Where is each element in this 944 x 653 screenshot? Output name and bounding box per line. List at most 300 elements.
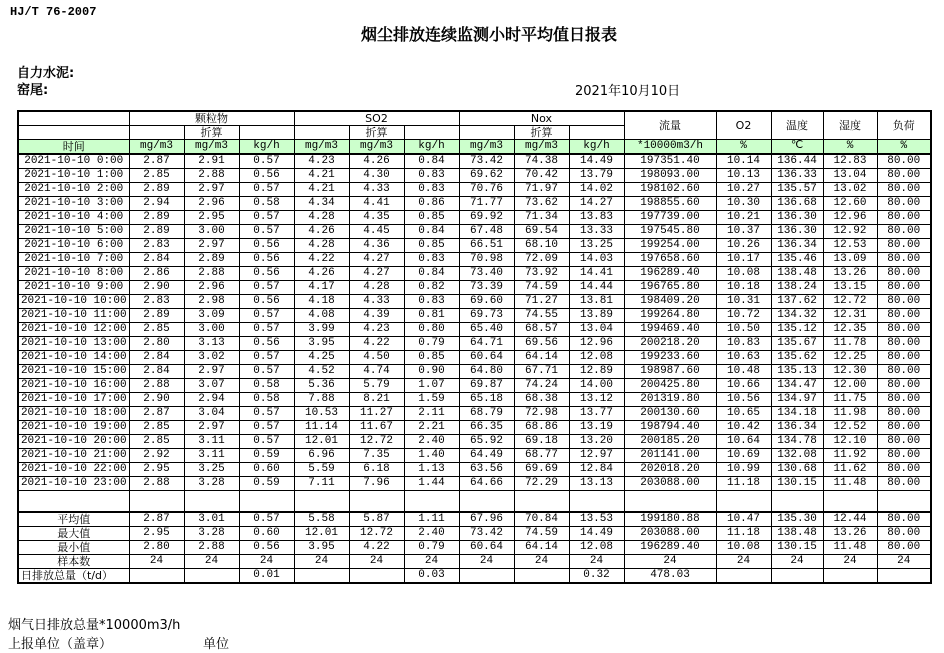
value-cell: 0.56 <box>239 540 294 554</box>
value-cell: 13.13 <box>569 477 624 491</box>
unit-header: % <box>716 140 771 155</box>
value-cell: 2.84 <box>129 253 184 267</box>
value-cell: 1.44 <box>404 477 459 491</box>
value-cell: 198409.20 <box>624 295 716 309</box>
value-cell: 11.18 <box>716 477 771 491</box>
value-cell <box>184 568 239 583</box>
value-cell: 4.22 <box>294 253 349 267</box>
value-cell: 10.64 <box>716 435 771 449</box>
group-header-load: 负荷 <box>877 111 931 140</box>
value-cell: 10.42 <box>716 421 771 435</box>
table-row <box>18 211 931 225</box>
value-cell: 203088.00 <box>624 526 716 540</box>
value-cell: 4.50 <box>349 351 404 365</box>
value-cell: 10.30 <box>716 197 771 211</box>
value-cell: 13.02 <box>823 183 877 197</box>
value-cell: 0.60 <box>239 526 294 540</box>
value-cell: 3.13 <box>184 337 239 351</box>
value-cell: 10.50 <box>716 323 771 337</box>
unit-header: % <box>877 140 931 155</box>
value-cell: 2.87 <box>129 154 184 169</box>
time-cell: 2021-10-10 22:00 <box>18 463 129 477</box>
value-cell: 1.07 <box>404 379 459 393</box>
value-cell: 0.57 <box>239 309 294 323</box>
blank-cell <box>404 491 459 512</box>
time-cell: 2021-10-10 16:00 <box>18 379 129 393</box>
value-cell: 0.58 <box>239 379 294 393</box>
value-cell: 2.21 <box>404 421 459 435</box>
value-cell: 68.79 <box>459 407 514 421</box>
value-cell: 0.56 <box>239 337 294 351</box>
value-cell: 2.94 <box>184 393 239 407</box>
value-cell: 0.79 <box>404 337 459 351</box>
value-cell: 3.00 <box>184 323 239 337</box>
blank-cell <box>349 491 404 512</box>
value-cell: 0.85 <box>404 239 459 253</box>
value-cell: 3.28 <box>184 526 239 540</box>
blank-cell <box>624 491 716 512</box>
value-cell: 12.01 <box>294 526 349 540</box>
value-cell: 12.97 <box>569 449 624 463</box>
value-cell: 2.94 <box>129 197 184 211</box>
value-cell: 0.90 <box>404 365 459 379</box>
value-cell: 12.08 <box>569 351 624 365</box>
value-cell: 69.60 <box>459 295 514 309</box>
value-cell: 10.27 <box>716 183 771 197</box>
value-cell: 135.67 <box>771 337 823 351</box>
value-cell: 0.59 <box>239 449 294 463</box>
value-cell: 63.56 <box>459 463 514 477</box>
unit-header: mg/m3 <box>129 140 184 155</box>
value-cell: 200185.20 <box>624 435 716 449</box>
value-cell: 0.82 <box>404 281 459 295</box>
value-cell: 70.84 <box>514 512 569 527</box>
value-cell: 10.18 <box>716 281 771 295</box>
value-cell: 2.85 <box>129 169 184 183</box>
time-cell: 2021-10-10 10:00 <box>18 295 129 309</box>
page-title: 烟尘排放连续监测小时平均值日报表 <box>360 25 617 44</box>
value-cell: 24 <box>877 554 931 568</box>
value-cell: 24 <box>514 554 569 568</box>
value-cell: 202018.20 <box>624 463 716 477</box>
value-cell: 65.40 <box>459 323 514 337</box>
value-cell: 7.96 <box>349 477 404 491</box>
value-cell: 10.21 <box>716 211 771 225</box>
value-cell: 71.77 <box>459 197 514 211</box>
value-cell: 8.21 <box>349 393 404 407</box>
value-cell: 5.59 <box>294 463 349 477</box>
group-header-o2: O2 <box>716 111 771 140</box>
value-cell: 4.28 <box>294 239 349 253</box>
value-cell: 2.96 <box>184 197 239 211</box>
value-cell: 4.28 <box>294 211 349 225</box>
value-cell: 13.09 <box>823 253 877 267</box>
blank-cell <box>459 491 514 512</box>
value-cell: 80.00 <box>877 540 931 554</box>
value-cell: 4.26 <box>349 154 404 169</box>
table-row <box>18 253 931 267</box>
table-row <box>18 337 931 351</box>
value-cell: 11.92 <box>823 449 877 463</box>
group-header-nox: Nox <box>459 111 624 126</box>
value-cell: 80.00 <box>877 449 931 463</box>
value-cell: 11.62 <box>823 463 877 477</box>
value-cell: 10.47 <box>716 512 771 527</box>
value-cell: 3.28 <box>184 477 239 491</box>
value-cell: 0.57 <box>239 281 294 295</box>
value-cell: 12.96 <box>823 211 877 225</box>
group-header-so2: SO2 <box>294 111 459 126</box>
value-cell: 0.57 <box>239 351 294 365</box>
value-cell: 80.00 <box>877 337 931 351</box>
blank-cell <box>184 491 239 512</box>
value-cell: 24 <box>349 554 404 568</box>
value-cell: 138.48 <box>771 526 823 540</box>
value-cell: 69.92 <box>459 211 514 225</box>
group-header-particulate: 颗粒物 <box>129 111 294 126</box>
value-cell: 69.87 <box>459 379 514 393</box>
value-cell: 13.33 <box>569 225 624 239</box>
summary-label-cell: 平均值 <box>18 512 129 527</box>
blank-corner-cell <box>18 111 129 126</box>
value-cell: 2.89 <box>129 225 184 239</box>
value-cell: 14.49 <box>569 526 624 540</box>
value-cell: 199254.00 <box>624 239 716 253</box>
value-cell: 11.98 <box>823 407 877 421</box>
value-cell: 135.46 <box>771 253 823 267</box>
value-cell: 2.83 <box>129 295 184 309</box>
value-cell: 12.01 <box>294 435 349 449</box>
value-cell: 134.78 <box>771 435 823 449</box>
table-row <box>18 197 931 211</box>
time-cell: 2021-10-10 0:00 <box>18 154 129 169</box>
value-cell: 2.88 <box>129 379 184 393</box>
value-cell: 80.00 <box>877 407 931 421</box>
value-cell: 3.09 <box>184 309 239 323</box>
value-cell: 2.89 <box>129 183 184 197</box>
value-cell: 80.00 <box>877 379 931 393</box>
value-cell: 2.95 <box>184 211 239 225</box>
value-cell: 14.02 <box>569 183 624 197</box>
value-cell: 73.62 <box>514 197 569 211</box>
value-cell: 2.89 <box>129 309 184 323</box>
value-cell: 4.35 <box>349 211 404 225</box>
value-cell: 80.00 <box>877 183 931 197</box>
value-cell: 3.00 <box>184 225 239 239</box>
value-cell: 12.10 <box>823 435 877 449</box>
value-cell: 12.44 <box>823 512 877 527</box>
value-cell: 14.49 <box>569 154 624 169</box>
value-cell: 2.86 <box>129 267 184 281</box>
time-cell: 2021-10-10 20:00 <box>18 435 129 449</box>
value-cell: 10.56 <box>716 393 771 407</box>
value-cell: 2.87 <box>129 407 184 421</box>
value-cell: 60.64 <box>459 540 514 554</box>
value-cell: 73.42 <box>459 154 514 169</box>
value-cell: 12.31 <box>823 309 877 323</box>
blank-cell <box>459 126 514 140</box>
unit-header: kg/h <box>404 140 459 155</box>
standard-code: HJ/T 76-2007 <box>10 5 97 19</box>
value-cell: 24 <box>569 554 624 568</box>
value-cell: 24 <box>184 554 239 568</box>
value-cell: 14.27 <box>569 197 624 211</box>
units-header-row <box>18 140 931 155</box>
value-cell: 2.85 <box>129 421 184 435</box>
blank-cell <box>569 491 624 512</box>
value-cell: 68.38 <box>514 393 569 407</box>
value-cell: 2.85 <box>129 323 184 337</box>
value-cell: 0.85 <box>404 211 459 225</box>
value-cell: 2.97 <box>184 365 239 379</box>
value-cell: 80.00 <box>877 154 931 169</box>
kiln-label: 窑尾: <box>17 83 49 98</box>
value-cell: 11.67 <box>349 421 404 435</box>
time-cell: 2021-10-10 19:00 <box>18 421 129 435</box>
value-cell: 13.81 <box>569 295 624 309</box>
value-cell: 2.80 <box>129 540 184 554</box>
value-cell: 80.00 <box>877 463 931 477</box>
value-cell: 134.97 <box>771 393 823 407</box>
value-cell: 2.89 <box>184 253 239 267</box>
value-cell: 134.18 <box>771 407 823 421</box>
report-date: 2021年10月10日 <box>575 84 681 99</box>
time-cell: 2021-10-10 7:00 <box>18 253 129 267</box>
value-cell: 11.75 <box>823 393 877 407</box>
value-cell: 2.95 <box>129 463 184 477</box>
time-cell: 2021-10-10 15:00 <box>18 365 129 379</box>
value-cell: 24 <box>459 554 514 568</box>
value-cell: 74.59 <box>514 281 569 295</box>
time-cell: 2021-10-10 4:00 <box>18 211 129 225</box>
value-cell: 74.59 <box>514 526 569 540</box>
table-row <box>18 351 931 365</box>
value-cell: 199469.40 <box>624 323 716 337</box>
value-cell: 10.65 <box>716 407 771 421</box>
table-row <box>18 295 931 309</box>
value-cell: 64.66 <box>459 477 514 491</box>
value-cell: 1.11 <box>404 512 459 527</box>
value-cell: 66.35 <box>459 421 514 435</box>
table-row <box>18 407 931 421</box>
value-cell: 4.27 <box>349 253 404 267</box>
value-cell: 10.66 <box>716 379 771 393</box>
value-cell: 198093.00 <box>624 169 716 183</box>
value-cell: 14.41 <box>569 267 624 281</box>
value-cell: 71.34 <box>514 211 569 225</box>
table-row <box>18 225 931 239</box>
blank-cell <box>294 491 349 512</box>
value-cell: 11.48 <box>823 540 877 554</box>
value-cell: 14.44 <box>569 281 624 295</box>
value-cell: 24 <box>716 554 771 568</box>
value-cell: 14.00 <box>569 379 624 393</box>
value-cell: 70.42 <box>514 169 569 183</box>
report-unit-label: 上报单位（盖章） <box>8 637 113 652</box>
value-cell: 136.68 <box>771 197 823 211</box>
value-cell: 11.14 <box>294 421 349 435</box>
value-cell: 80.00 <box>877 253 931 267</box>
value-cell: 2.92 <box>129 449 184 463</box>
table-row <box>18 463 931 477</box>
value-cell: 12.84 <box>569 463 624 477</box>
value-cell: 130.15 <box>771 540 823 554</box>
value-cell: 13.26 <box>823 526 877 540</box>
value-cell: 200425.80 <box>624 379 716 393</box>
table-row <box>18 323 931 337</box>
value-cell: 13.25 <box>569 239 624 253</box>
value-cell: 80.00 <box>877 197 931 211</box>
table-row <box>18 421 931 435</box>
unit-label: 单位 <box>203 637 230 652</box>
value-cell: 136.34 <box>771 421 823 435</box>
value-cell: 2.88 <box>184 169 239 183</box>
value-cell: 135.13 <box>771 365 823 379</box>
blank-cell <box>18 491 129 512</box>
unit-header: mg/m3 <box>514 140 569 155</box>
value-cell: 2.84 <box>129 365 184 379</box>
time-cell: 2021-10-10 8:00 <box>18 267 129 281</box>
blank-cell <box>514 491 569 512</box>
value-cell: 2.87 <box>129 512 184 527</box>
value-cell: 13.04 <box>823 169 877 183</box>
value-cell: 0.56 <box>239 169 294 183</box>
value-cell: 11.27 <box>349 407 404 421</box>
value-cell: 13.26 <box>823 267 877 281</box>
value-cell: 0.03 <box>404 568 459 583</box>
summary-label-cell: 最小值 <box>18 540 129 554</box>
value-cell: 2.88 <box>129 477 184 491</box>
value-cell: 138.24 <box>771 281 823 295</box>
blank-cell <box>877 491 931 512</box>
value-cell <box>716 568 771 583</box>
value-cell: 5.87 <box>349 512 404 527</box>
group-header-row <box>18 111 931 126</box>
value-cell: 134.32 <box>771 309 823 323</box>
value-cell: 69.69 <box>514 463 569 477</box>
time-cell: 2021-10-10 21:00 <box>18 449 129 463</box>
value-cell: 64.71 <box>459 337 514 351</box>
value-cell: 4.41 <box>349 197 404 211</box>
value-cell: 12.83 <box>823 154 877 169</box>
value-cell: 74.55 <box>514 309 569 323</box>
value-cell: 135.12 <box>771 323 823 337</box>
value-cell: 13.15 <box>823 281 877 295</box>
value-cell: 13.04 <box>569 323 624 337</box>
value-cell: 10.08 <box>716 267 771 281</box>
value-cell: 2.97 <box>184 239 239 253</box>
value-cell: 69.62 <box>459 169 514 183</box>
value-cell: 2.11 <box>404 407 459 421</box>
value-cell: 12.89 <box>569 365 624 379</box>
value-cell: 71.27 <box>514 295 569 309</box>
blank-cell <box>716 491 771 512</box>
group-header-flow: 流量 <box>624 111 716 140</box>
value-cell: 197351.40 <box>624 154 716 169</box>
value-cell: 4.22 <box>349 540 404 554</box>
value-cell: 66.51 <box>459 239 514 253</box>
value-cell: 0.59 <box>239 477 294 491</box>
value-cell: 13.83 <box>569 211 624 225</box>
value-cell: 4.08 <box>294 309 349 323</box>
value-cell: 0.57 <box>239 225 294 239</box>
value-cell: 74.38 <box>514 154 569 169</box>
value-cell: 3.95 <box>294 540 349 554</box>
value-cell: 138.48 <box>771 267 823 281</box>
value-cell: 4.26 <box>294 267 349 281</box>
value-cell: 0.86 <box>404 197 459 211</box>
value-cell: 2.90 <box>129 393 184 407</box>
time-cell: 2021-10-10 3:00 <box>18 197 129 211</box>
value-cell: 4.18 <box>294 295 349 309</box>
value-cell: 12.25 <box>823 351 877 365</box>
value-cell: 2.88 <box>184 540 239 554</box>
value-cell: 80.00 <box>877 512 931 527</box>
value-cell: 13.79 <box>569 169 624 183</box>
value-cell: 4.17 <box>294 281 349 295</box>
value-cell: 10.53 <box>294 407 349 421</box>
value-cell: 0.56 <box>239 267 294 281</box>
value-cell: 3.01 <box>184 512 239 527</box>
value-cell: 72.98 <box>514 407 569 421</box>
value-cell: 136.30 <box>771 225 823 239</box>
value-cell: 69.56 <box>514 337 569 351</box>
value-cell: 10.69 <box>716 449 771 463</box>
time-cell: 2021-10-10 9:00 <box>18 281 129 295</box>
time-cell: 2021-10-10 11:00 <box>18 309 129 323</box>
value-cell: 24 <box>404 554 459 568</box>
value-cell: 197658.60 <box>624 253 716 267</box>
value-cell: 64.14 <box>514 540 569 554</box>
value-cell: 0.84 <box>404 225 459 239</box>
value-cell: 73.40 <box>459 267 514 281</box>
summary-row <box>18 526 931 540</box>
value-cell: 4.36 <box>349 239 404 253</box>
value-cell: 11.48 <box>823 477 877 491</box>
value-cell: 136.30 <box>771 211 823 225</box>
value-cell: 69.18 <box>514 435 569 449</box>
value-cell: 72.09 <box>514 253 569 267</box>
value-cell: 1.59 <box>404 393 459 407</box>
value-cell: 1.40 <box>404 449 459 463</box>
value-cell: 0.83 <box>404 295 459 309</box>
value-cell: 0.58 <box>239 393 294 407</box>
value-cell: 0.57 <box>239 421 294 435</box>
value-cell: 67.48 <box>459 225 514 239</box>
value-cell: 2.88 <box>184 267 239 281</box>
summary-row <box>18 512 931 527</box>
value-cell: 80.00 <box>877 365 931 379</box>
value-cell: 0.57 <box>239 407 294 421</box>
value-cell: 201319.80 <box>624 393 716 407</box>
value-cell: 10.72 <box>716 309 771 323</box>
value-cell: 0.83 <box>404 169 459 183</box>
value-cell: 24 <box>239 554 294 568</box>
converted-label: 折算 <box>514 126 569 140</box>
value-cell: 10.26 <box>716 239 771 253</box>
time-cell: 2021-10-10 17:00 <box>18 393 129 407</box>
value-cell: 12.72 <box>823 295 877 309</box>
value-cell: 478.03 <box>624 568 716 583</box>
time-cell: 2021-10-10 23:00 <box>18 477 129 491</box>
unit-header: mg/m3 <box>184 140 239 155</box>
value-cell: 198794.40 <box>624 421 716 435</box>
value-cell: 80.00 <box>877 295 931 309</box>
value-cell: 3.07 <box>184 379 239 393</box>
value-cell: 0.83 <box>404 253 459 267</box>
table-row <box>18 183 931 197</box>
time-cell: 2021-10-10 6:00 <box>18 239 129 253</box>
